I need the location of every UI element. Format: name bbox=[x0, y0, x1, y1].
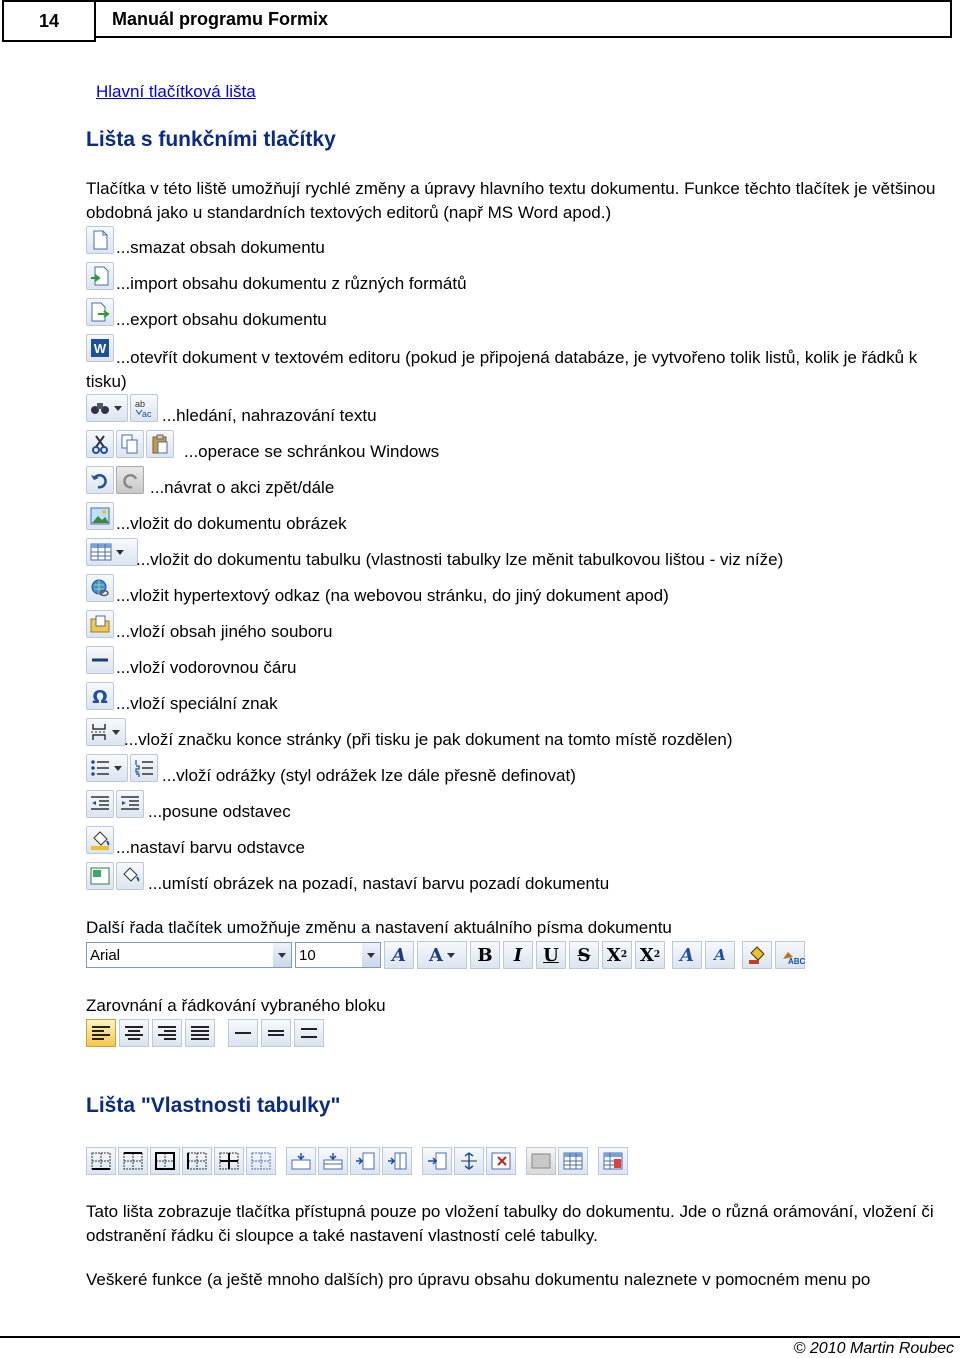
merge-cells-icon[interactable] bbox=[454, 1147, 484, 1175]
delete-cells-icon[interactable] bbox=[486, 1147, 516, 1175]
align-toolbar bbox=[86, 1018, 324, 1048]
item-desc: ...návrat o akci zpět/dále bbox=[150, 478, 335, 497]
list-item bbox=[86, 862, 956, 896]
font-name-select[interactable] bbox=[86, 942, 292, 968]
item-desc: ...nastaví barvu odstavce bbox=[116, 838, 305, 857]
bullets-icon[interactable] bbox=[86, 754, 128, 782]
border-left-icon[interactable] bbox=[182, 1147, 212, 1175]
split-cells-icon[interactable] bbox=[422, 1147, 452, 1175]
table-grid-icon[interactable] bbox=[558, 1147, 588, 1175]
svg-text:ABC: ABC bbox=[788, 957, 806, 966]
section-heading-function-toolbar: Lišta s funkčními tlačítky bbox=[86, 128, 336, 151]
page-number: 14 bbox=[2, 0, 96, 42]
list-item bbox=[86, 790, 956, 824]
paste-icon[interactable] bbox=[146, 430, 174, 458]
item-desc: ...import obsahu dokumentu z různých formátů bbox=[116, 274, 467, 293]
binoculars-find-icon[interactable] bbox=[86, 394, 128, 422]
chevron-down-icon bbox=[273, 943, 291, 967]
background-color-icon[interactable] bbox=[116, 862, 144, 890]
list-item bbox=[86, 226, 956, 260]
footer-copyright: © 2010 Martin Roubec bbox=[793, 1340, 954, 1357]
insert-table-icon[interactable] bbox=[86, 538, 138, 566]
font-size-select[interactable] bbox=[295, 942, 381, 968]
chevron-down-icon bbox=[362, 943, 380, 967]
help-menu-paragraph: Veškeré funkce (a ještě mnoho dalších) pro úpravu obsahu dokumentu naleznete v pomocném menu po bbox=[86, 1270, 871, 1289]
list-item bbox=[86, 610, 956, 644]
hyperlink-icon[interactable] bbox=[86, 574, 114, 602]
border-outside-icon[interactable] bbox=[150, 1147, 180, 1175]
shrink-font-icon[interactable]: A bbox=[705, 941, 735, 969]
svg-text:ac: ac bbox=[142, 409, 152, 419]
font-name-value: Arial bbox=[90, 946, 121, 964]
item-desc: ...vložit hypertextový odkaz (na webovou stránku, do jiný dokument apod) bbox=[116, 586, 669, 605]
item-desc: ...smazat obsah dokumentu bbox=[116, 238, 325, 257]
list-item bbox=[86, 646, 956, 680]
insert-column-left-icon[interactable] bbox=[350, 1147, 380, 1175]
border-inside-icon[interactable] bbox=[214, 1147, 244, 1175]
item-desc: ...vložit do dokumentu obrázek bbox=[116, 514, 347, 533]
paint-bucket-icon[interactable] bbox=[86, 826, 114, 854]
item-desc: ...vloží značku konce stránky (při tisku je pak dokument na tomto místě rozdělen) bbox=[124, 730, 733, 749]
item-desc: ...umístí obrázek na pozadí, nastaví barvu pozadí dokumentu bbox=[148, 874, 610, 893]
align-toolbar-caption: Zarovnání a řádkování vybraného bloku bbox=[86, 996, 386, 1015]
item-desc: ...otevřít dokument v textovém editoru (pokud je připojená databáze, je vytvořeno tolik listů, kolik je řádků k tisku) bbox=[86, 348, 918, 391]
replace-icon[interactable] bbox=[130, 394, 158, 422]
page-header bbox=[2, 0, 954, 40]
list-item bbox=[86, 574, 956, 608]
copy-icon[interactable] bbox=[116, 430, 144, 458]
border-top-icon[interactable] bbox=[118, 1147, 148, 1175]
item-desc: ...vloží speciální znak bbox=[116, 694, 278, 713]
font-toolbar-caption: Další řada tlačítek umožňuje změnu a nastavení aktuálního písma dokumentu bbox=[86, 918, 672, 937]
line-spacing-onehalf-icon[interactable] bbox=[261, 1019, 291, 1047]
border-none-icon[interactable] bbox=[246, 1147, 276, 1175]
cut-icon[interactable] bbox=[86, 430, 114, 458]
align-left-icon[interactable] bbox=[86, 1019, 116, 1047]
list-item bbox=[86, 502, 956, 536]
font-toolbar bbox=[86, 940, 805, 970]
list-item bbox=[86, 298, 956, 332]
align-center-icon[interactable] bbox=[119, 1019, 149, 1047]
list-item bbox=[86, 334, 956, 390]
insert-row-above-icon[interactable] bbox=[286, 1147, 316, 1175]
increase-indent-icon[interactable] bbox=[116, 790, 144, 818]
item-desc: ...vloží odrážky (styl odrážek lze dále přesně definovat) bbox=[162, 766, 576, 785]
list-item bbox=[86, 262, 956, 296]
list-item bbox=[86, 394, 956, 428]
spellcheck-icon[interactable] bbox=[775, 941, 805, 969]
list-item bbox=[86, 718, 956, 752]
insert-column-right-icon[interactable] bbox=[382, 1147, 412, 1175]
line-spacing-single-icon[interactable] bbox=[228, 1019, 258, 1047]
item-desc: ...hledání, nahrazování textu bbox=[162, 406, 377, 425]
superscript-icon[interactable]: X 2 bbox=[635, 941, 665, 969]
svg-text:W: W bbox=[93, 341, 107, 356]
grow-font-icon[interactable]: A bbox=[672, 941, 702, 969]
svg-text:Ω: Ω bbox=[92, 687, 108, 708]
item-desc: ...vloží obsah jiného souboru bbox=[116, 622, 333, 641]
italic-icon[interactable]: I bbox=[503, 941, 533, 969]
item-desc: ...vloží vodorovnou čáru bbox=[116, 658, 297, 677]
export-icon[interactable] bbox=[86, 298, 114, 326]
align-justify-icon[interactable] bbox=[185, 1019, 215, 1047]
section-heading-table-properties: Lišta "Vlastnosti tabulky" bbox=[86, 1094, 341, 1117]
table-toolbar-paragraph: Tato lišta zobrazuje tlačítka přístupná pouze po vložení tabulky do dokumentu. Jde o různá orámování, vložení či odstranění řádku či sloupce a také nastavení vlastností celé tabulky. bbox=[86, 1202, 934, 1245]
document-title: Manuál programu Formix bbox=[94, 0, 952, 38]
item-desc: ...export obsahu dokumentu bbox=[116, 310, 327, 329]
insert-image-icon[interactable] bbox=[86, 502, 114, 530]
subscript-icon[interactable]: X 2 bbox=[602, 941, 632, 969]
list-item bbox=[86, 754, 956, 788]
table-border-color-icon[interactable] bbox=[526, 1147, 556, 1175]
list-item bbox=[86, 682, 956, 716]
omega-special-char-icon[interactable] bbox=[86, 682, 114, 710]
format-painter-icon[interactable] bbox=[742, 941, 772, 969]
footer-divider bbox=[0, 1336, 960, 1338]
font-color-icon[interactable]: A bbox=[417, 941, 467, 969]
redo-icon[interactable] bbox=[116, 466, 144, 494]
main-toolbar-link[interactable]: Hlavní tlačítková lišta bbox=[96, 82, 256, 101]
insert-row-below-icon[interactable] bbox=[318, 1147, 348, 1175]
intro-paragraph: Tlačítka v této liště umožňují rychlé změny a úpravy hlavního textu dokumentu. Funkce těchto tlačítek je většinou obdobná jako u standardních textových editorů (např MS Word apod.) bbox=[86, 179, 936, 222]
decrease-indent-icon[interactable] bbox=[86, 790, 114, 818]
strikethrough-icon[interactable]: S bbox=[569, 941, 599, 969]
item-desc: ...operace se schránkou Windows bbox=[184, 442, 440, 461]
font-size-value: 10 bbox=[299, 946, 316, 964]
insert-file-icon[interactable] bbox=[86, 610, 114, 638]
list-item bbox=[86, 430, 956, 464]
border-all-icon[interactable] bbox=[86, 1147, 116, 1175]
table-toolbar bbox=[86, 1146, 628, 1176]
font-style-icon[interactable]: A bbox=[384, 941, 414, 969]
background-image-icon[interactable] bbox=[86, 862, 114, 890]
horizontal-line-icon[interactable] bbox=[86, 646, 114, 674]
page-break-icon[interactable] bbox=[86, 718, 126, 746]
numbering-icon[interactable] bbox=[130, 754, 158, 782]
svg-text:ab: ab bbox=[135, 399, 146, 409]
undo-icon[interactable] bbox=[86, 466, 114, 494]
new-document-icon[interactable] bbox=[86, 226, 114, 254]
underline-icon[interactable]: U bbox=[536, 941, 566, 969]
import-icon[interactable] bbox=[86, 262, 114, 290]
line-spacing-double-icon[interactable] bbox=[294, 1019, 324, 1047]
list-item bbox=[86, 466, 956, 500]
list-item bbox=[86, 826, 956, 860]
list-item bbox=[86, 538, 956, 572]
bold-icon[interactable]: B bbox=[470, 941, 500, 969]
table-properties-icon[interactable] bbox=[598, 1147, 628, 1175]
align-right-icon[interactable] bbox=[152, 1019, 182, 1047]
item-desc: ...vložit do dokumentu tabulku (vlastnosti tabulky lze měnit tabulkovou lištou - viz níže) bbox=[136, 550, 784, 569]
item-desc: ...posune odstavec bbox=[148, 802, 291, 821]
